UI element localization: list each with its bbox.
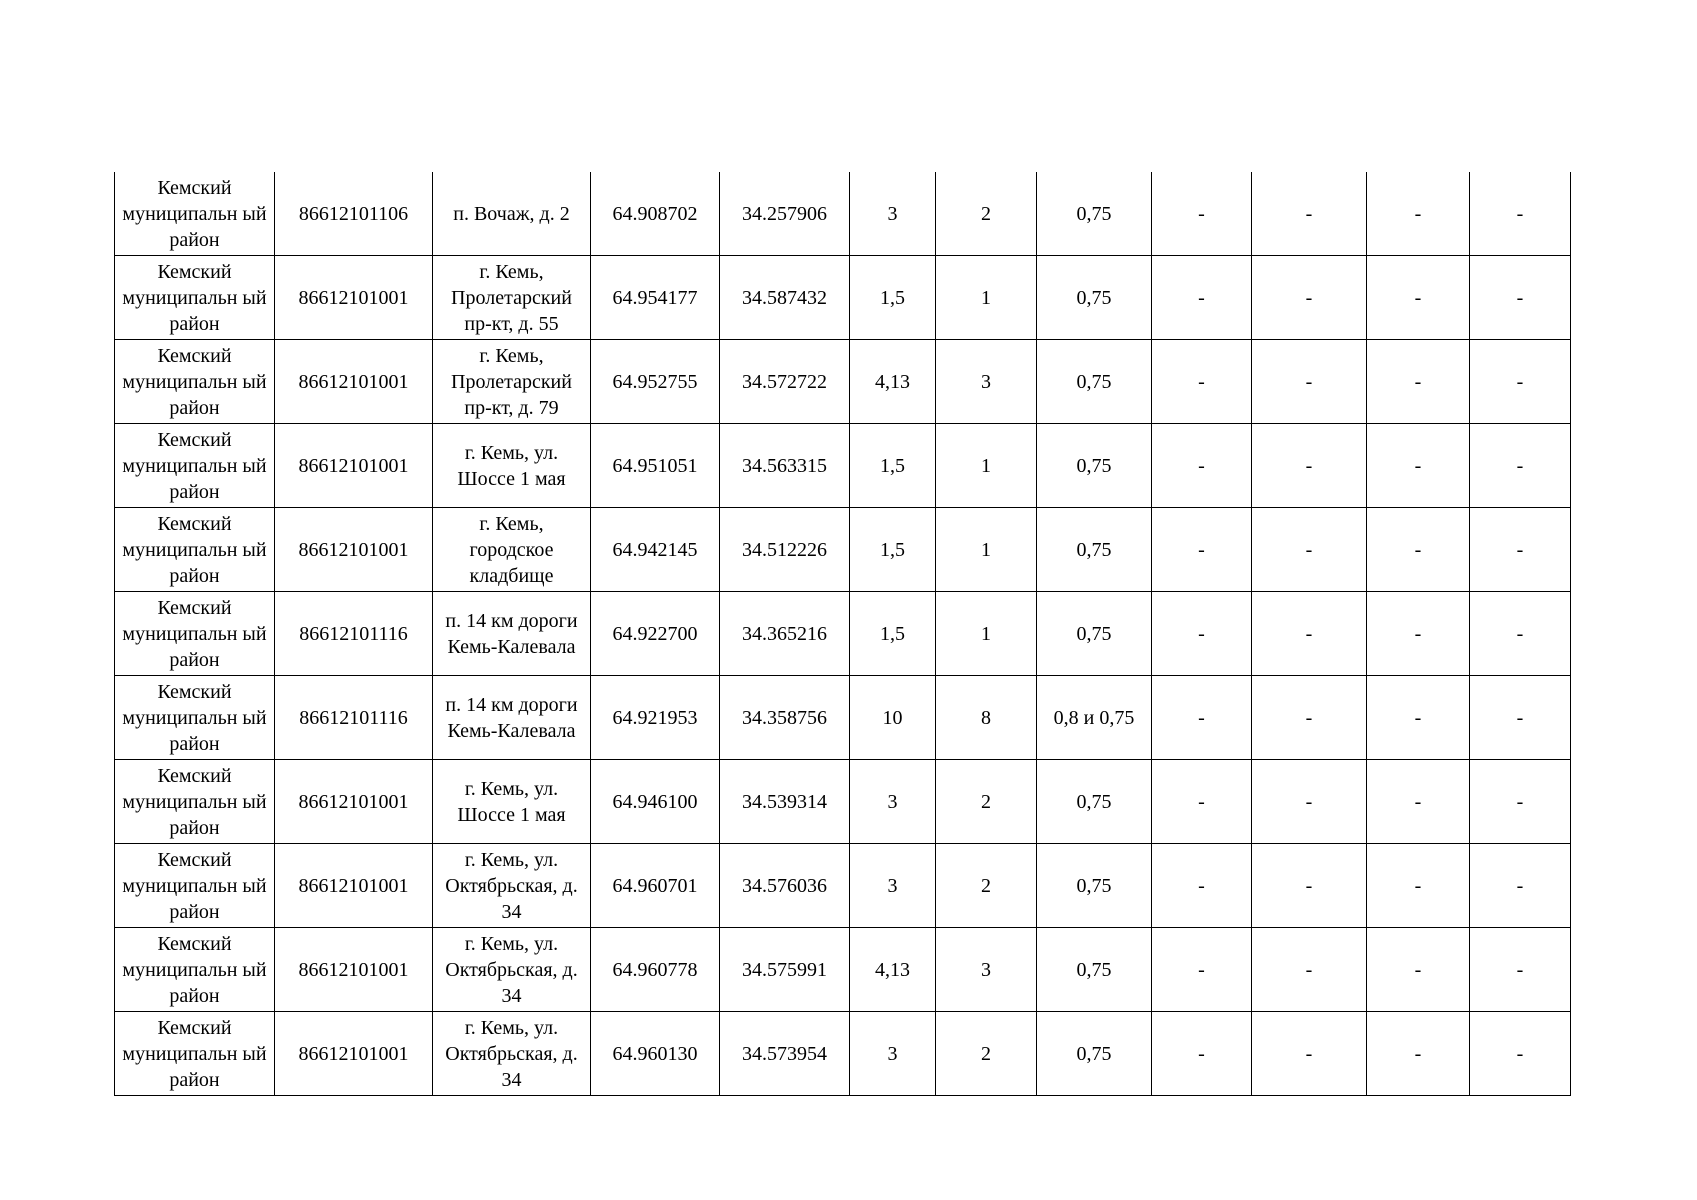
empty-cell-4: - xyxy=(1470,592,1571,676)
longitude-cell: 34.539314 xyxy=(720,760,850,844)
district-cell: Кемский муниципальн ый район xyxy=(115,760,275,844)
longitude-cell: 34.512226 xyxy=(720,508,850,592)
area-cell: 3 xyxy=(850,760,936,844)
container-count-cell: 2 xyxy=(936,1012,1037,1096)
latitude-cell: 64.922700 xyxy=(591,592,720,676)
empty-cell-1: - xyxy=(1152,424,1252,508)
table-row xyxy=(115,340,1571,424)
container-count-cell: 1 xyxy=(936,256,1037,340)
oktmo-code-cell: 86612101001 xyxy=(275,844,433,928)
empty-cell-4: - xyxy=(1470,340,1571,424)
empty-cell-2: - xyxy=(1252,340,1367,424)
container-count-cell: 8 xyxy=(936,676,1037,760)
area-cell: 3 xyxy=(850,172,936,256)
empty-cell-4: - xyxy=(1470,256,1571,340)
empty-cell-3: - xyxy=(1367,1012,1470,1096)
container-count-cell: 1 xyxy=(936,424,1037,508)
empty-cell-4: - xyxy=(1470,508,1571,592)
empty-cell-4: - xyxy=(1470,172,1571,256)
longitude-cell: 34.576036 xyxy=(720,844,850,928)
area-cell: 3 xyxy=(850,1012,936,1096)
latitude-cell: 64.942145 xyxy=(591,508,720,592)
container-volume-cell: 0,8 и 0,75 xyxy=(1037,676,1152,760)
district-cell: Кемский муниципальн ый район xyxy=(115,928,275,1012)
empty-cell-3: - xyxy=(1367,928,1470,1012)
container-volume-cell: 0,75 xyxy=(1037,172,1152,256)
address-cell: г. Кемь, ул. Октябрьская, д. 34 xyxy=(433,844,591,928)
district-cell: Кемский муниципальн ый район xyxy=(115,340,275,424)
latitude-cell: 64.960778 xyxy=(591,928,720,1012)
address-cell: г. Кемь, ул. Шоссе 1 мая xyxy=(433,760,591,844)
longitude-cell: 34.573954 xyxy=(720,1012,850,1096)
area-cell: 10 xyxy=(850,676,936,760)
address-cell: п. 14 км дороги Кемь-Калевала xyxy=(433,592,591,676)
latitude-cell: 64.921953 xyxy=(591,676,720,760)
oktmo-code-cell: 86612101001 xyxy=(275,256,433,340)
oktmo-code-cell: 86612101001 xyxy=(275,340,433,424)
empty-cell-4: - xyxy=(1470,760,1571,844)
container-volume-cell: 0,75 xyxy=(1037,844,1152,928)
empty-cell-3: - xyxy=(1367,844,1470,928)
empty-cell-4: - xyxy=(1470,424,1571,508)
longitude-cell: 34.587432 xyxy=(720,256,850,340)
table-row xyxy=(115,256,1571,340)
address-cell: г. Кемь, ул. Октябрьская, д. 34 xyxy=(433,928,591,1012)
oktmo-code-cell: 86612101001 xyxy=(275,508,433,592)
container-volume-cell: 0,75 xyxy=(1037,508,1152,592)
empty-cell-4: - xyxy=(1470,676,1571,760)
latitude-cell: 64.946100 xyxy=(591,760,720,844)
latitude-cell: 64.960701 xyxy=(591,844,720,928)
address-cell: п. 14 км дороги Кемь-Калевала xyxy=(433,676,591,760)
empty-cell-1: - xyxy=(1152,340,1252,424)
empty-cell-1: - xyxy=(1152,676,1252,760)
empty-cell-3: - xyxy=(1367,760,1470,844)
table-row xyxy=(115,1012,1571,1096)
empty-cell-1: - xyxy=(1152,256,1252,340)
latitude-cell: 64.960130 xyxy=(591,1012,720,1096)
container-count-cell: 2 xyxy=(936,172,1037,256)
area-cell: 4,13 xyxy=(850,928,936,1012)
area-cell: 1,5 xyxy=(850,592,936,676)
area-cell: 3 xyxy=(850,844,936,928)
oktmo-code-cell: 86612101001 xyxy=(275,760,433,844)
oktmo-code-cell: 86612101001 xyxy=(275,928,433,1012)
longitude-cell: 34.257906 xyxy=(720,172,850,256)
empty-cell-3: - xyxy=(1367,256,1470,340)
container-count-cell: 2 xyxy=(936,844,1037,928)
empty-cell-1: - xyxy=(1152,508,1252,592)
latitude-cell: 64.952755 xyxy=(591,340,720,424)
container-volume-cell: 0,75 xyxy=(1037,340,1152,424)
longitude-cell: 34.572722 xyxy=(720,340,850,424)
district-cell: Кемский муниципальн ый район xyxy=(115,508,275,592)
container-count-cell: 1 xyxy=(936,592,1037,676)
empty-cell-1: - xyxy=(1152,928,1252,1012)
waste-sites-table xyxy=(114,172,1571,1096)
district-cell: Кемский муниципальн ый район xyxy=(115,1012,275,1096)
table-row xyxy=(115,760,1571,844)
empty-cell-1: - xyxy=(1152,760,1252,844)
table-row xyxy=(115,508,1571,592)
container-count-cell: 3 xyxy=(936,340,1037,424)
container-volume-cell: 0,75 xyxy=(1037,424,1152,508)
district-cell: Кемский муниципальн ый район xyxy=(115,592,275,676)
empty-cell-2: - xyxy=(1252,172,1367,256)
empty-cell-3: - xyxy=(1367,676,1470,760)
empty-cell-3: - xyxy=(1367,424,1470,508)
container-volume-cell: 0,75 xyxy=(1037,760,1152,844)
district-cell: Кемский муниципальн ый район xyxy=(115,844,275,928)
empty-cell-1: - xyxy=(1152,592,1252,676)
container-volume-cell: 0,75 xyxy=(1037,1012,1152,1096)
empty-cell-4: - xyxy=(1470,844,1571,928)
empty-cell-2: - xyxy=(1252,508,1367,592)
empty-cell-3: - xyxy=(1367,172,1470,256)
empty-cell-2: - xyxy=(1252,844,1367,928)
district-cell: Кемский муниципальн ый район xyxy=(115,424,275,508)
table-row xyxy=(115,928,1571,1012)
table-row xyxy=(115,592,1571,676)
longitude-cell: 34.575991 xyxy=(720,928,850,1012)
latitude-cell: 64.951051 xyxy=(591,424,720,508)
table-body xyxy=(115,172,1571,1096)
area-cell: 1,5 xyxy=(850,256,936,340)
address-cell: г. Кемь, городское кладбище xyxy=(433,508,591,592)
address-cell: г. Кемь, Пролетарский пр-кт, д. 55 xyxy=(433,256,591,340)
area-cell: 4,13 xyxy=(850,340,936,424)
longitude-cell: 34.365216 xyxy=(720,592,850,676)
empty-cell-3: - xyxy=(1367,340,1470,424)
table-row xyxy=(115,844,1571,928)
address-cell: п. Вочаж, д. 2 xyxy=(433,172,591,256)
empty-cell-4: - xyxy=(1470,928,1571,1012)
empty-cell-2: - xyxy=(1252,256,1367,340)
empty-cell-1: - xyxy=(1152,1012,1252,1096)
empty-cell-2: - xyxy=(1252,928,1367,1012)
table-row xyxy=(115,424,1571,508)
table-row xyxy=(115,172,1571,256)
container-count-cell: 3 xyxy=(936,928,1037,1012)
longitude-cell: 34.358756 xyxy=(720,676,850,760)
container-count-cell: 2 xyxy=(936,760,1037,844)
empty-cell-2: - xyxy=(1252,1012,1367,1096)
oktmo-code-cell: 86612101001 xyxy=(275,424,433,508)
empty-cell-2: - xyxy=(1252,592,1367,676)
empty-cell-3: - xyxy=(1367,508,1470,592)
table-row xyxy=(115,676,1571,760)
district-cell: Кемский муниципальн ый район xyxy=(115,172,275,256)
container-volume-cell: 0,75 xyxy=(1037,928,1152,1012)
empty-cell-3: - xyxy=(1367,592,1470,676)
address-cell: г. Кемь, ул. Шоссе 1 мая xyxy=(433,424,591,508)
district-cell: Кемский муниципальн ый район xyxy=(115,256,275,340)
container-volume-cell: 0,75 xyxy=(1037,592,1152,676)
container-count-cell: 1 xyxy=(936,508,1037,592)
empty-cell-2: - xyxy=(1252,676,1367,760)
latitude-cell: 64.954177 xyxy=(591,256,720,340)
oktmo-code-cell: 86612101116 xyxy=(275,592,433,676)
empty-cell-1: - xyxy=(1152,172,1252,256)
oktmo-code-cell: 86612101116 xyxy=(275,676,433,760)
address-cell: г. Кемь, ул. Октябрьская, д. 34 xyxy=(433,1012,591,1096)
area-cell: 1,5 xyxy=(850,508,936,592)
oktmo-code-cell: 86612101001 xyxy=(275,1012,433,1096)
latitude-cell: 64.908702 xyxy=(591,172,720,256)
district-cell: Кемский муниципальн ый район xyxy=(115,676,275,760)
empty-cell-2: - xyxy=(1252,760,1367,844)
empty-cell-2: - xyxy=(1252,424,1367,508)
address-cell: г. Кемь, Пролетарский пр-кт, д. 79 xyxy=(433,340,591,424)
oktmo-code-cell: 86612101106 xyxy=(275,172,433,256)
area-cell: 1,5 xyxy=(850,424,936,508)
empty-cell-1: - xyxy=(1152,844,1252,928)
longitude-cell: 34.563315 xyxy=(720,424,850,508)
container-volume-cell: 0,75 xyxy=(1037,256,1152,340)
empty-cell-4: - xyxy=(1470,1012,1571,1096)
